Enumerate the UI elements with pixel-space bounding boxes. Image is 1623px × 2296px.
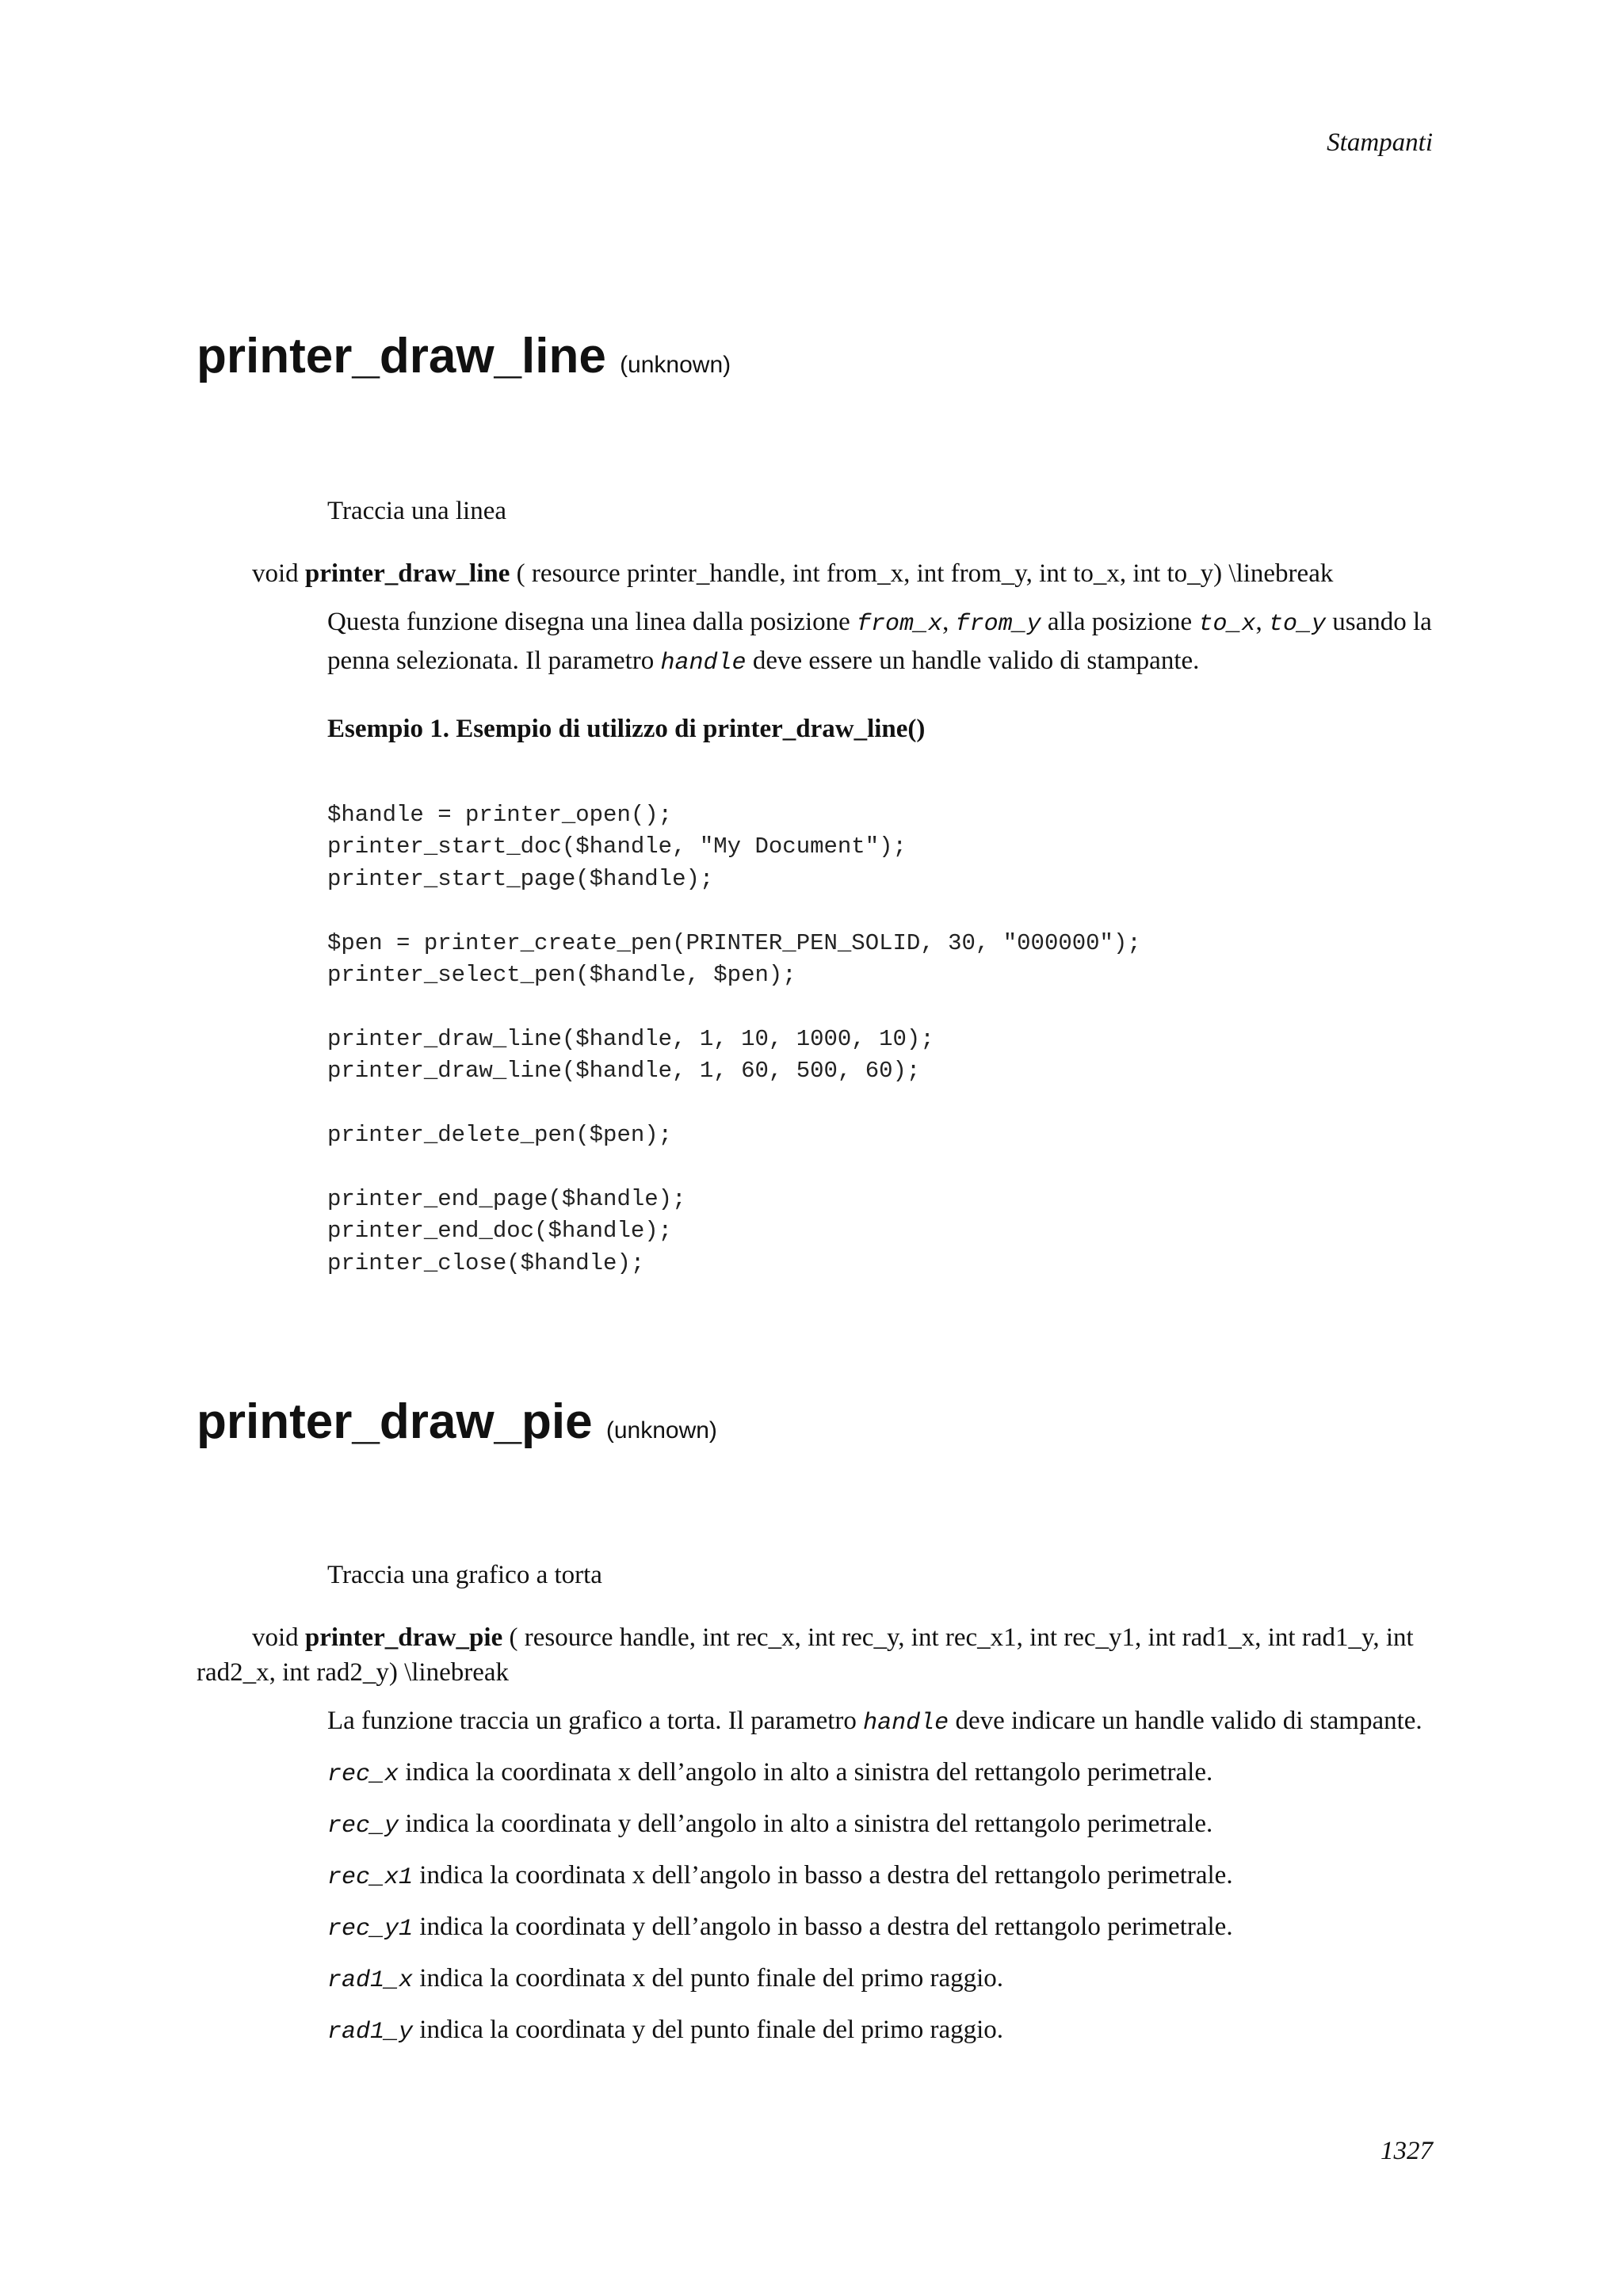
description-text: deve essere un handle valido di stampante.: [752, 646, 1200, 675]
parameter-item: [197, 1754, 1437, 1793]
param-ref: handle: [863, 1710, 949, 1737]
code-line: printer_draw_line($handle, 1, 10, 1000, 10);: [327, 1025, 934, 1052]
code-line: printer_start_doc($handle, "My Document");: [327, 833, 907, 860]
synopsis-params: ( resource printer_handle, int from_x, int from_y, int to_x, int to_y) \linebreak: [516, 559, 1334, 588]
parameter-item: [197, 2012, 1437, 2050]
code-line: printer_draw_line($handle, 1, 60, 500, 60);: [327, 1058, 921, 1085]
description-paragraph: [197, 604, 1437, 681]
param-name: rad1_y: [327, 2019, 414, 2046]
code-line: $pen = printer_create_pen(PRINTER_PEN_SOLID, 30, "000000");: [327, 929, 1141, 956]
param-description: indica la coordinata y dell’angolo in alto a sinistra del rettangolo perimetrale.: [405, 1810, 1213, 1838]
parameter-item: [197, 1806, 1437, 1844]
punctuation: ,: [1255, 608, 1262, 636]
param-name: rad1_x: [327, 1967, 414, 1994]
code-line: [327, 1151, 1437, 1183]
code-line: printer_start_page($handle);: [327, 865, 714, 892]
param-ref: handle: [660, 650, 747, 677]
function-title: printer_draw_line: [197, 329, 606, 383]
param-name: rec_y1: [327, 1916, 414, 1943]
description-text: La funzione traccia un grafico a torta. Il parametro: [327, 1707, 857, 1735]
example-title: Esempio 1. Esempio di utilizzo di printer_draw_line(): [327, 715, 926, 743]
param-ref: to_y: [1268, 611, 1326, 638]
function-title: printer_draw_pie: [197, 1394, 593, 1449]
code-line: printer_end_page($handle);: [327, 1185, 686, 1212]
return-type: void: [252, 559, 299, 588]
description-text: alla posizione: [1047, 608, 1193, 636]
version-tag: (unknown): [620, 352, 731, 378]
synopsis-function-name: printer_draw_line: [304, 559, 510, 588]
code-line: $handle = printer_open();: [327, 802, 673, 828]
synopsis-params: ( resource handle, int rec_x, int rec_y, int rec_x1, int rec_y1, int rad1_x, int rad1_y, int rad2_x, int rad2_y) \linebreak: [197, 1623, 1414, 1687]
punctuation: ,: [942, 608, 949, 636]
description-text: Questa funzione disegna una linea dalla posizione: [327, 608, 850, 636]
section-title: [197, 1394, 1437, 1459]
param-description: indica la coordinata x dell’angolo in basso a destra del rettangolo perimetrale.: [419, 1861, 1233, 1890]
description-text: usando la penna selezionata. Il parametro: [327, 608, 1432, 675]
description-paragraph: [197, 1703, 1437, 1741]
page-number: 1327: [1381, 2137, 1433, 2165]
param-description: indica la coordinata y del punto finale del primo raggio.: [419, 2016, 1004, 2044]
section-title: [197, 329, 1437, 393]
return-type: void: [252, 1623, 299, 1652]
section-printer-draw-line: [197, 329, 1437, 1280]
code-line: [327, 895, 1437, 927]
param-ref: from_x: [857, 611, 943, 638]
code-example: [197, 799, 1437, 1280]
description-text: deve indicare un handle valido di stampante.: [955, 1707, 1423, 1735]
param-name: rec_x: [327, 1761, 399, 1788]
param-name: rec_y: [327, 1813, 399, 1840]
param-ref: to_x: [1198, 611, 1256, 638]
running-header: Stampanti: [1327, 128, 1433, 157]
parameter-item: [197, 1960, 1437, 1999]
param-name: rec_x1: [327, 1864, 414, 1891]
section-printer-draw-pie: [197, 1394, 1437, 2050]
param-description: indica la coordinata y dell’angolo in basso a destra del rettangolo perimetrale.: [419, 1913, 1233, 1941]
code-line: printer_close($handle);: [327, 1249, 645, 1276]
param-description: indica la coordinata x del punto finale del primo raggio.: [419, 1964, 1004, 1993]
code-line: printer_select_pen($handle, $pen);: [327, 962, 796, 989]
code-line: printer_end_doc($handle);: [327, 1218, 673, 1245]
parameter-item: [197, 1857, 1437, 1896]
code-line: [327, 991, 1437, 1023]
purpose-text: Traccia una linea: [327, 497, 507, 525]
parameter-list: [197, 1754, 1437, 2050]
synopsis: [197, 1620, 1437, 1690]
version-tag: (unknown): [605, 1417, 717, 1444]
param-ref: from_y: [955, 611, 1041, 638]
parameter-item: [197, 1909, 1437, 1947]
param-description: indica la coordinata x dell’angolo in alto a sinistra del rettangolo perimetrale.: [405, 1758, 1213, 1787]
synopsis-function-name: printer_draw_pie: [304, 1623, 503, 1652]
code-line: [327, 1088, 1437, 1119]
code-line: printer_delete_pen($pen);: [327, 1122, 673, 1149]
synopsis: [197, 556, 1437, 591]
purpose-text: Traccia una grafico a torta: [327, 1561, 602, 1589]
